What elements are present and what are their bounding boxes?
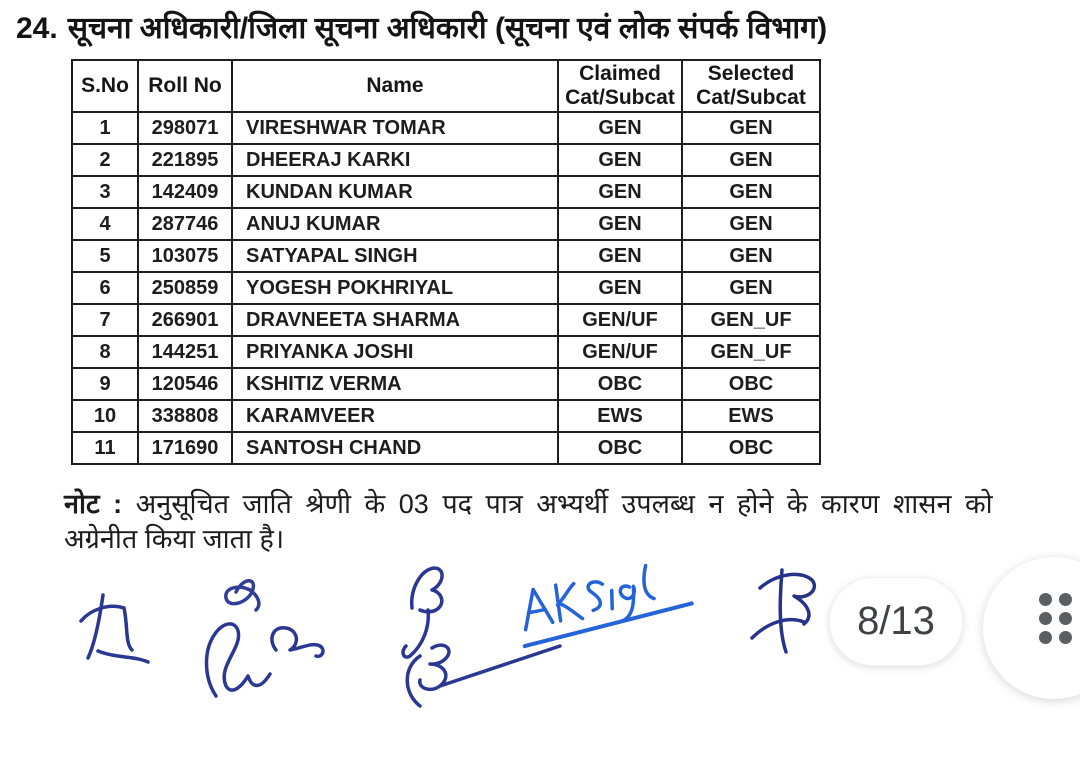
signature-3 xyxy=(207,624,323,696)
grid-dot xyxy=(1059,612,1072,625)
table-row: 7 266901 DRAVNEETA SHARMA GEN/UF GEN_UF xyxy=(72,304,820,336)
grid-dot xyxy=(1059,593,1072,606)
note-label: नोट : xyxy=(64,489,123,519)
grid-dot xyxy=(1039,593,1052,606)
grid-dot xyxy=(1059,631,1072,644)
col-header-sno: S.No xyxy=(72,60,138,112)
page-title xyxy=(16,6,1056,47)
table-row: 8 144251 PRIYANKA JOSHI GEN/UF GEN_UF xyxy=(72,336,820,368)
table-row: 9 120546 KSHITIZ VERMA OBC OBC xyxy=(72,368,820,400)
section-number: 24. xyxy=(16,12,58,45)
table-row: 2 221895 DHEERAJ KARKI GEN GEN xyxy=(72,144,820,176)
handwritten-signatures xyxy=(40,548,840,723)
result-table xyxy=(71,59,821,465)
page-indicator-badge xyxy=(829,577,963,666)
table-row: 3 142409 KUNDAN KUMAR GEN GEN xyxy=(72,176,820,208)
note-line2: अग्रेनीत किया जाता है। xyxy=(64,524,285,555)
signature-1 xyxy=(81,595,148,662)
six-dot-grid-icon xyxy=(1039,593,1072,644)
table-row: 4 287746 ANUJ KUMAR GEN GEN xyxy=(72,208,820,240)
grid-dot xyxy=(1039,612,1052,625)
grid-dot xyxy=(1039,631,1052,644)
section-title-text: सूचना अधिकारी/जिला सूचना अधिकारी (सूचना एवं लोक संपर्क विभाग) xyxy=(67,12,828,45)
col-header-claimed: Claimed Cat/Subcat xyxy=(558,60,682,112)
signature-7 xyxy=(752,570,814,652)
page-indicator-text: 8/13 xyxy=(857,599,935,643)
table-row: 11 171690 SANTOSH CHAND OBC OBC xyxy=(72,432,820,464)
signature-2 xyxy=(226,581,259,610)
table-header-row xyxy=(72,60,820,112)
signature-6 xyxy=(514,558,694,646)
grid-view-button[interactable] xyxy=(983,557,1080,699)
col-header-rollno: Roll No xyxy=(138,60,232,112)
note-text xyxy=(64,487,1014,557)
col-header-selected: Selected Cat/Subcat xyxy=(682,60,820,112)
table-row: 6 250859 YOGESH POKHRIYAL GEN GEN xyxy=(72,272,820,304)
col-header-name: Name xyxy=(232,60,558,112)
table-row: 10 338808 KARAMVEER EWS EWS xyxy=(72,400,820,432)
table-row: 5 103075 SATYAPAL SINGH GEN GEN xyxy=(72,240,820,272)
signature-4 xyxy=(403,568,442,657)
table-row: 1 298071 VIRESHWAR TOMAR GEN GEN xyxy=(72,112,820,144)
note-line1: अनुसूचित जाति श्रेणी के 03 पद पात्र अभ्यर्थी उपलब्ध न होने के कारण शासन को xyxy=(135,489,993,519)
signature-5 xyxy=(407,645,560,706)
